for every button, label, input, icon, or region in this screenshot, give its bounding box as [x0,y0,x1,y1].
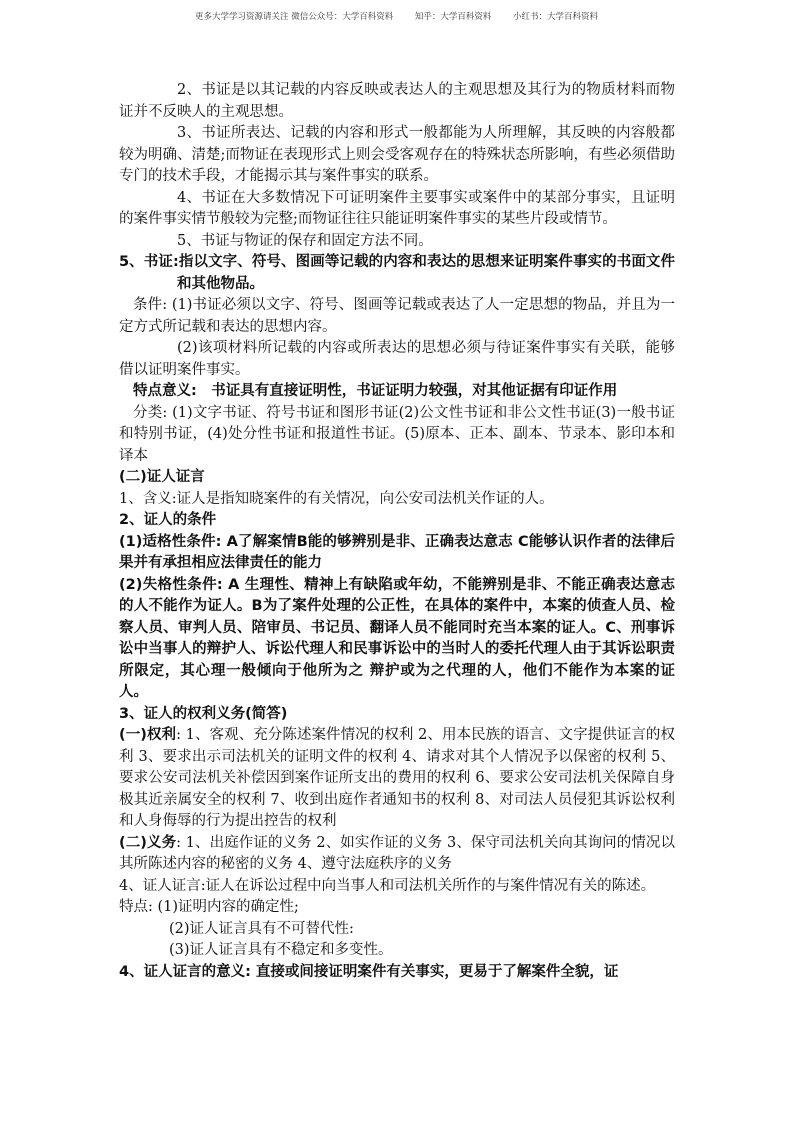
paragraph: 3、书证所表达、记载的内容和形式一般都能为人所理解，其反映的内容般都较为明确、清楚;而物证在表现形式上则会受客观存在的特殊状态所影响，有些必须借助专门的技术手段，才能揭示其与案件事实的联系。 [119,125,675,184]
paragraph: (2)该项材料所记载的内容或所表达的思想必须与待证案件事实有关联，能够借以证明案件事实。 [119,340,675,378]
page-header-banner: 更多大学学习资源请关注 微信公众号：大学百科资料 知乎：大学百科资料 小红书：大学百科资料 [195,12,598,22]
paragraph: 4、书证在大多数情况下可证明案件主要事实或案件中的某部分事实，且证明的案件事实情节般较为完整;而物证往往只能证明案件事实的某些片段或情节。 [119,189,675,227]
paragraph [119,833,675,876]
paragraph: 5、书证与物证的保存和固定方法不同。 [177,232,433,249]
list-item: (3)证人证言具有不稳定和多变性。 [169,942,393,958]
list-item: (2)证人证言具有不可替代性: [169,920,354,937]
paragraph: 分类: (1)文字书证、符号书证和图形书证(2)公文性书证和非公文性书证(3)一般书证和特别书证，(4)处分性书证和报道性书证。(5)原本、正本、副本、节录本、影印本和译本 [119,404,675,464]
feature-heading: 特点意义: 书证具有直接证明性，书证证明力较强，对其他证据有印证作用 [133,383,618,399]
paragraph: 1、含义:证人是指知晓案件的有关情况，向公安司法机关作证的人。 [119,490,554,507]
heading-number: 5、书证: [119,254,179,270]
paragraph-bold: 4、证人证言的意义: 直接或间接证明案件有关事实，更易于了解案件全貌，证 [119,963,619,980]
heading-text: 指以文字、符号、图画等记载的内容和表达的思想来证明案件事实的书面文件和其他物品。 [177,254,676,292]
section-heading-witness-testimony: (二)证人证言 [119,469,205,485]
subheading: 2、证人的条件 [119,512,217,528]
paragraph: 条件: (1)书证必须以文字、符号、图画等记载或表达了人一定思想的物品，并且为一定方式所记载和表达的思想内容。 [119,297,675,335]
paragraph: 2、书证是以其记载的内容反映或表达人的主观思想及其行为的物质材料而物证并不反映人的主观思想。 [119,82,675,120]
paragraph [119,725,675,833]
duty-label: (二)义务 [119,834,177,851]
section-heading-documentary-evidence [119,252,675,295]
rights-label: (一)权利 [119,727,177,743]
document-body [119,80,675,983]
duty-text: : 1、出庭作证的义务 2、如实作证的义务 3、保守司法机关向其询问的情况以其所陈述内容的秘密的义务 4、遵守法庭秩序的义务 [119,834,675,872]
paragraph-bold: (2)失格性条件: A 生理性、精神上有缺陷或年幼，不能辨别是非、不能正确表达意志的人不能作为证人。B为了案件处理的公正性，在具体的案件中，本案的侦查人员、检察人员、审判人员、陪审员、书记员、翻译人员不能同时充当本案的证人。C、刑事诉讼中当事人的辩护人、诉讼代理人和民事诉讼中的当时人的委托代理人由于其诉讼职责所限定，其心理一般倾向于他所为之 辩护或为之代理的人，他们不能作为本案的证人。 [119,576,675,700]
paragraph: 4、证人证言:证人在诉讼过程中向当事人和司法机关所作的与案件情况有关的陈述。 [119,877,656,894]
list-item: 特点: (1)证明内容的确定性; [119,899,299,915]
subheading: 3、证人的权利义务(简答) [119,705,288,722]
paragraph-bold: (1)适格性条件: A了解案情B能的够辨别是非、正确表达意志 C能够认识作者的法律后果并有承担相应法律责任的能力 [119,533,675,571]
rights-text: : 1、客观、充分陈述案件情况的权利 2、用本民族的语言、文字提供证言的权利 3、要求出示司法机关的证明文件的权利 4、请求对其个人情况予以保密的权利 5、要求公安司法机关补偿因到案作证所支出的费用的权利 6、要求公安司法机关保障自身极其近亲属安全的权利 7、收到出庭作者通知书的权利 8、对司法人员侵犯其诉讼权利和人身侮辱的行为提出控告的权利 [119,727,675,829]
